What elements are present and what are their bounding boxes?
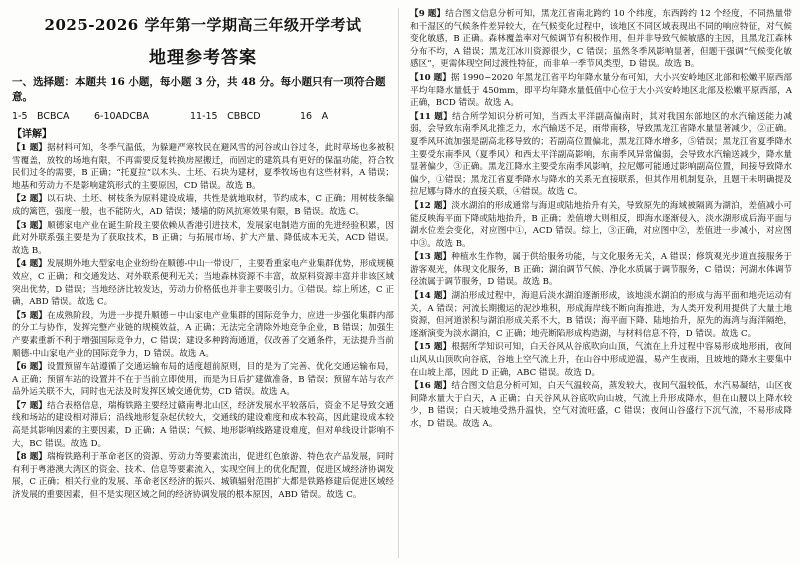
column-divider (398, 8, 399, 558)
explanation-text: 在成熟阶段，为进一步提升顺德－中山家电产业集群的国际竞争力，应进一步强化集群内部的分工与协作，发挥完整产业链的规模效益，A 正确；无法完全清除外地竞争企业，B 错误；加强生产要素重新不利于增强国际竞争力，C 错误；建设多种跨海通道，仅改善了交通条件，无法提升当前顺德-中山家电产业的国际竞争力，D 错误。故选 A。 (12, 310, 394, 359)
explanation-paragraph (12, 193, 394, 218)
explanation-text: 结合表格信息，瑞梅铁路主要经过赣南粤北山区，经济发展水平较落后，资金不足导致交通线和场站的建设相对滞后；沿线地形复杂起伏较大，交通线的建设难度和成本较高，因此建设成本较高是其影响因素的主要因素，D 正确；A 错误；气候、地形影响线路建设难度，但对单线设计影响不大，BC 错误。故选 D。 (12, 400, 394, 449)
question-number: 【3 题】 (12, 220, 48, 231)
question-number: 【16 题】 (410, 381, 452, 392)
explanation-paragraph (410, 251, 792, 289)
explanation-text: 瑞梅铁路利于革命老区的资源、劳动力等要素流出，促进红色旅游、特色农产品发展，同时有利于粤港澳大湾区的资金、技术、信息等要素流入，实现空间上的优化配置，促进区域经济协调发展，C 正确；相关行业的发展、革命老区经济的振兴、城镇辐射范围扩大都是铁路修建后促进区域经济发展的重要因素，但不是实现区域之间的经济协调发展的根本原因，ABD 错误。故选 C。 (12, 452, 394, 501)
exam-title: 2025-2026 学年第一学期高三年级开学考试 (44, 16, 362, 34)
question-number: 【1 题】 (12, 143, 48, 153)
explanation-paragraph (410, 72, 792, 110)
explanation-paragraph (12, 400, 394, 450)
explanation-text: 结合所学知识分析可知，当西太平洋副高偏南时，其对我国东部地区的水汽输送能力减弱，会导致东南季风北推乏力，水汽输送不足，雨带南移，导致黑龙江省降水量显著减少，②正确。夏季风环流加强是副高北移导致的；若副高位置偏北，黑龙江降水增多，⑤错误；黑龙江省夏季降水主要受东南季风（夏季风）和西太平洋副高影响，东南季风异常偏弱，会导致水汽输送减少，降水量显著偏少，③正确。黑龙江降水主要受东南季风影响，拉尼娜可能通过影响副高位置，间接导致降水偏少，①错误；黑龙江省夏季降水与降水的关系无直接联系，但其作用机制复杂，且题干未明确提及拉尼娜与降水的直接关联，④错误。故选 C。 (410, 111, 792, 198)
left-explanations (12, 142, 394, 502)
answer-title: 地理参考答案 (149, 48, 257, 68)
explanation-text: 湖泊形成过程中，海退后淡水湖泊逐渐形成，该地淡水湖泊的形成与海平面和地壳运动有关，A 错误；河流长期搬运的泥沙堆积，形成海岸线不断向海推进，为人类开发利用提供了大量土地资源，但河道淤积与湖泊形成关系不大，B 错误；海平面下降、陆地抬升，原先的海湾与海洋隔绝，逐渐演变为淡水湖泊，C 正确；地壳断陷形成构造湖，与材料信息不符，D 错误。故选 C。 (410, 291, 792, 339)
question-number: 【14 题】 (410, 291, 452, 302)
right-explanations (410, 8, 792, 431)
question-number: 【2 题】 (12, 194, 48, 205)
question-number: 【10 题】 (410, 72, 451, 83)
explanation-paragraph (410, 8, 792, 71)
explanation-text: 种植水生作物，属于供给服务功能，与文化服务无关，A 错误；修筑观光步道直接服务于游客观光，体现文化服务，B 正确；湖泊调节气候、净化水质属于调节服务，C 错误；河湖水体调节径流属于调节服务，D 错误。故选 B。 (410, 252, 792, 288)
question-number: 【9 题】 (410, 9, 446, 19)
explanation-text: 结合图文信息分析可知，白天气温较高，蒸发较大，夜间气温较低，水汽易凝结，山区夜间降水量大于白天，A 正确；白天谷风从谷底吹向山坡，气流上升形成降水，但在山腰以上降水较少，B 错误；白天坡地受热升温快，空气对流旺盛，C 错误；夜间山谷盛行下沉气流，不易形成降水，D 错误。故选 A。 (410, 381, 792, 429)
question-number: 【8 题】 (12, 452, 48, 463)
question-number: 【5 题】 (12, 310, 48, 321)
explanation-text: 据 1990~2020 年黑龙江省平均年降水量分布可知，大小兴安岭地区北部和松嫩平原西部平均年降水量低于 450mm，即平均年降水量低值中心位于大小兴安岭地区北部及松嫩平原西部，A 正确，BCD 错误。故选 A。 (410, 72, 792, 109)
question-number: 【13 题】 (410, 252, 452, 263)
question-number: 【12 题】 (410, 200, 452, 211)
explanation-text: 结合图文信息分析可知，黑龙江省南北跨约 10 个纬度，东西跨约 12 个经度，不同热量带和干湿区的气候条件差异较大，在气候变化过程中，该地区不同区域表现出不同的响应特征，对气候变化敏感，B 正确。森林覆盖率对气候调节有积极作用，但并非导致气候敏感的主因，且黑龙江森林分布不均，A 错误；黑龙江冰川资源很少，C 错误；虽然冬季风影响显著，但题干强调“气候变化敏感区”，更需体现空间过渡性特征，而非单一季节风类型，D 错误。故选 B。 (410, 9, 792, 70)
question-number: 【4 题】 (12, 259, 47, 270)
explanation-paragraph (12, 220, 394, 258)
explanation-paragraph (12, 361, 394, 399)
answer-group: 6-10ADCBA (94, 111, 150, 122)
right-column (410, 8, 792, 432)
question-number: 【7 题】 (12, 400, 48, 411)
explanation-paragraph (410, 341, 792, 379)
explanation-text: 据材料可知，冬季气温低，为躲避严寒牧民在避风雪的河谷或山谷过冬，此时草场也多被积雪覆盖，放牧的场地有限，不再需要反复转换房屋搬迁，而固定的建筑具有更好的保温功能，符合牧民们过冬的需要，B 正确；“托夏拉”以木头、土坯、石块为建材，夏季牧场也有这些材料，A 错误；地基和劳动力不是影响建筑形式的主要原因，CD 错误。故选 B。 (12, 143, 394, 191)
answer-group: 1-5 BCBCA (12, 111, 70, 122)
explanation-paragraph (410, 200, 792, 250)
explanation-paragraph (410, 290, 792, 340)
explanation-paragraph (12, 142, 394, 192)
answer-group: 16 A (300, 111, 329, 122)
answer-key-row (12, 108, 394, 122)
left-column (12, 8, 394, 503)
explanation-text: 发展期外地大型家电企业纷纷在顺德-中山一带设厂，主要看重家电产业集群优势，形成规模效应，C 正确；和交通发达、对外联系便利无关；当地森林资源不丰富，故原料资源丰富并非该区域突出优势，D 错误；当地经济比较发达，劳动力价格低也并非主要吸引力。①错误。综上所述，C 正确，ABD 错误。故选 C。 (12, 259, 394, 308)
explanation-text: 以石块、土坯、树枝条为原料建设成墙，共性是就地取材，节约成本，C 正确；用树枝条编成的篱笆，强度一般，也不能防火，AD 错误；矮墙的防风抗寒效果有限，B 错误。故选 C。 (12, 194, 394, 217)
answer-group: 11-15 CBBCD (190, 111, 261, 122)
explanation-text: 设置预留车站遵循了交通运输布局的适度超前原则，目的是为了完善、优化交通运输布局，A 正确；预留车站的设置并不在于当前立即使用，而是为日后扩建做准备，B 错误；预留车站与农产品外运关联不大，同时也无法及时发挥区域交通优势，CD 错误。故选 A。 (12, 362, 394, 398)
explanation-paragraph (12, 451, 394, 501)
section-heading: 一、选择题：本题共 16 小题，每小题 3 分，共 48 分。每小题只有一项符合题意。 (12, 76, 386, 103)
question-number: 【6 题】 (12, 362, 48, 373)
explanation-text: 顺德家电产业在诞生阶段主要依赖从香港引进技术，发展家电制造方面的先进经验积累，因此对外联系强主要是为了获取技术，B 正确；与拓展市场、扩大产量、降低成本无关，ACD 错误。故选 B。 (12, 220, 394, 256)
explanation-paragraph (410, 111, 792, 199)
question-number: 【15 题】 (410, 342, 452, 353)
detail-heading: 【详解】 (12, 129, 52, 140)
explanation-text: 淡水湖泊的形成通常与海退或陆地抬升有关，导致原先的海域被隔离为湖泊，差值减小可能反映海平面下降或陆地抬升，B 正确；差值增大则相反，即海水逐渐侵入，淡水湖形成后海平面与湖水位差会变化，对应图中①，ACD 错误。综上，③正确，对应图中②，差值进一步减小，对应图中③。故选 B。 (410, 200, 792, 249)
question-number: 【11 题】 (410, 111, 453, 122)
explanation-paragraph (410, 380, 792, 430)
explanation-paragraph (12, 310, 394, 360)
explanation-text: 根据所学知识可知，白天谷风从谷底吹向山顶，气流在上升过程中容易形成地形雨，夜间山风从山顶吹向谷底，谷地上空气流上升，在山谷中形成逆温，易产生夜雨，且坡地的降水主要集中在山坡上部，因此 D 正确，ABC 错误。故选 D。 (410, 342, 792, 378)
explanation-paragraph (12, 258, 394, 308)
